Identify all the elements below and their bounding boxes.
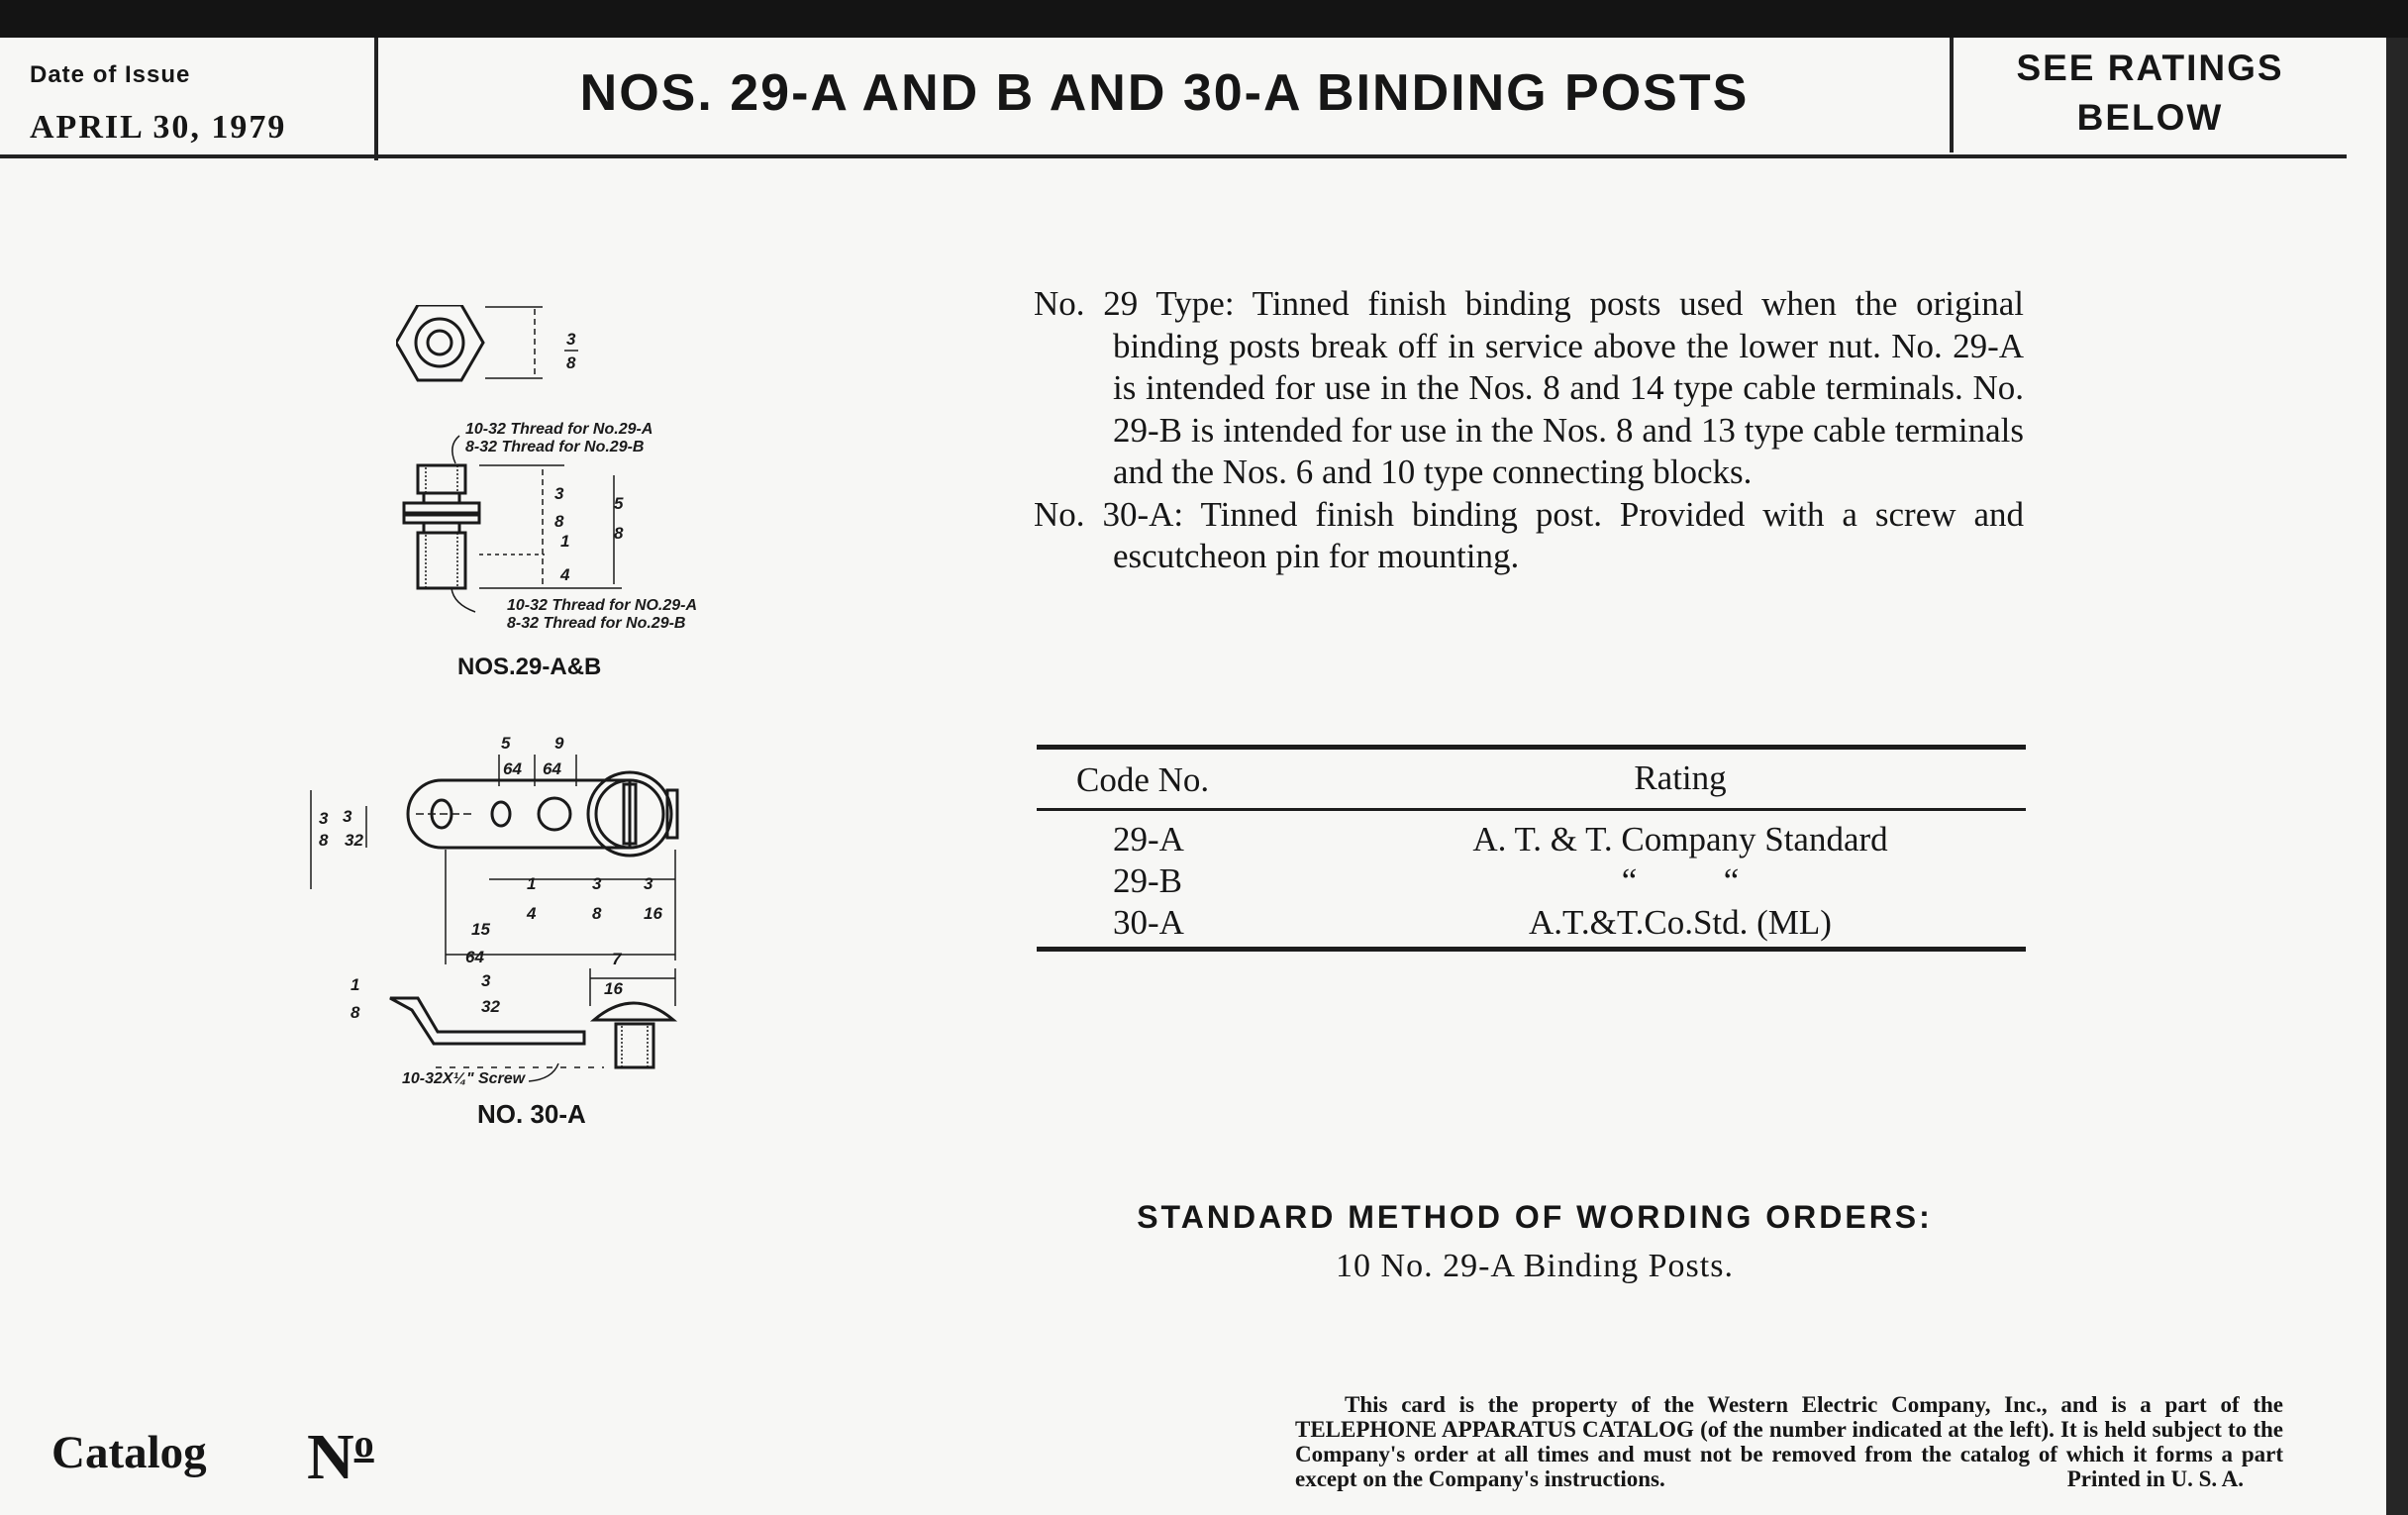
ratings-line: BELOW [2076,97,2224,138]
svg-text:8: 8 [554,512,564,531]
svg-text:8: 8 [351,1003,360,1022]
ratings-table [1037,745,2026,942]
catalog-no-text: N [307,1421,354,1493]
description [1034,283,2024,578]
table-row [1037,903,2026,945]
svg-text:32: 32 [345,831,363,850]
thread-note-29b-top: 8-32 Thread for No.29-B [465,439,645,455]
description-29-type: No. 29 Type: Tinned finish binding posts used when the original binding posts break off in service above the lower nut. No. 29-A is intended for use in the Nos. 8 and 14 type cable terminals. No. 29-B is intended for use in the Nos. 8 and 13 type cable terminals and the Nos. 6 and 10 type connecting blocks. [1034,284,2024,491]
table-rule-header [1037,808,2026,811]
code-cell: 30-A [1113,903,1184,942]
column-header-rating: Rating [1634,758,1727,797]
binding-post-30a-drawing [307,731,723,1097]
thread-note-29a-top: 10-32 Thread for No.29-A [465,421,653,438]
page-edge-shadow [2386,38,2408,1515]
table-rule-top [1037,745,2026,750]
svg-text:64: 64 [543,759,561,778]
figure-caption-29: NOS.29-A&B [457,654,602,680]
svg-text:15: 15 [471,920,490,939]
catalog-number-label [307,1420,374,1495]
column-header-code: Code No. [1076,760,1210,799]
svg-text:8: 8 [592,904,602,923]
property-notice [1295,1392,2283,1491]
svg-text:3: 3 [343,807,352,826]
svg-text:3: 3 [319,809,329,828]
code-cell: 29-B [1113,861,1182,900]
svg-text:4: 4 [527,904,537,923]
ordering-example: 10 No. 29-A Binding Posts. [1336,1248,1734,1284]
svg-text:64: 64 [465,948,484,966]
ordering-heading: STANDARD METHOD OF WORDING ORDERS: [1137,1199,1933,1235]
date-label: Date of Issue [30,61,191,88]
svg-text:5: 5 [614,494,624,513]
ratings-note [1954,44,2347,143]
svg-text:5: 5 [501,734,511,753]
svg-text:64: 64 [503,759,522,778]
rating-cell: “ “ [1621,861,1740,900]
table-row [1037,820,2026,861]
svg-text:3: 3 [566,330,576,349]
svg-text:16: 16 [604,979,623,998]
svg-text:1: 1 [560,532,570,551]
code-cell: 29-A [1113,820,1184,858]
thread-note-29a-bottom: 10-32 Thread for NO.29-A [507,597,698,614]
screw-note: 10-32X¼" Screw [402,1070,526,1087]
svg-text:9: 9 [554,734,564,753]
page-title: NOS. 29-A AND B AND 30-A BINDING POSTS [579,64,1750,122]
svg-text:4: 4 [560,565,570,584]
svg-text:8: 8 [566,354,576,372]
svg-text:32: 32 [481,997,500,1016]
table-rule-bottom [1037,947,2026,952]
svg-text:7: 7 [612,950,622,968]
svg-text:1: 1 [351,975,360,994]
svg-text:1: 1 [527,874,537,893]
binding-post-29-drawing [396,305,713,642]
description-30a: No. 30-A: Tinned finish binding post. Provided with a screw and escutcheon pin for mounting. [1034,494,2024,575]
catalog-label: Catalog [51,1427,207,1478]
header-rule [0,154,2347,158]
svg-text:3: 3 [481,971,491,990]
catalog-card [0,38,2386,1515]
printed-in: Printed in U. S. A. [2066,1466,2244,1491]
svg-text:16: 16 [644,904,662,923]
catalog-no-sup: o [353,1421,374,1465]
header [0,38,2347,154]
svg-text:3: 3 [592,874,602,893]
rating-cell: A.T.&T.Co.Std. (ML) [1529,903,1832,942]
date-value: APRIL 30, 1979 [30,109,287,146]
svg-text:3: 3 [644,874,653,893]
hex-nut-top-view [396,305,483,380]
svg-text:8: 8 [614,524,624,543]
rating-cell: A. T. & T. Company Standard [1472,820,1888,858]
ratings-line: SEE RATINGS [2016,48,2284,88]
thread-note-29b-bottom: 8-32 Thread for No.29-B [507,615,686,632]
svg-text:8: 8 [319,831,329,850]
svg-text:3: 3 [554,484,564,503]
notice-text: This card is the property of the Western Electric Company, Inc., and is a part of the TELEPHONE APPARATUS CATALOG (of the number indicated at the left). It is held subject to the Company's order at all times and must not be removed from the catalog of which it forms a part except on the Company's instructions. [1295,1392,2283,1491]
figure-caption-30a: NO. 30-A [477,1099,586,1129]
table-row [1037,861,2026,903]
